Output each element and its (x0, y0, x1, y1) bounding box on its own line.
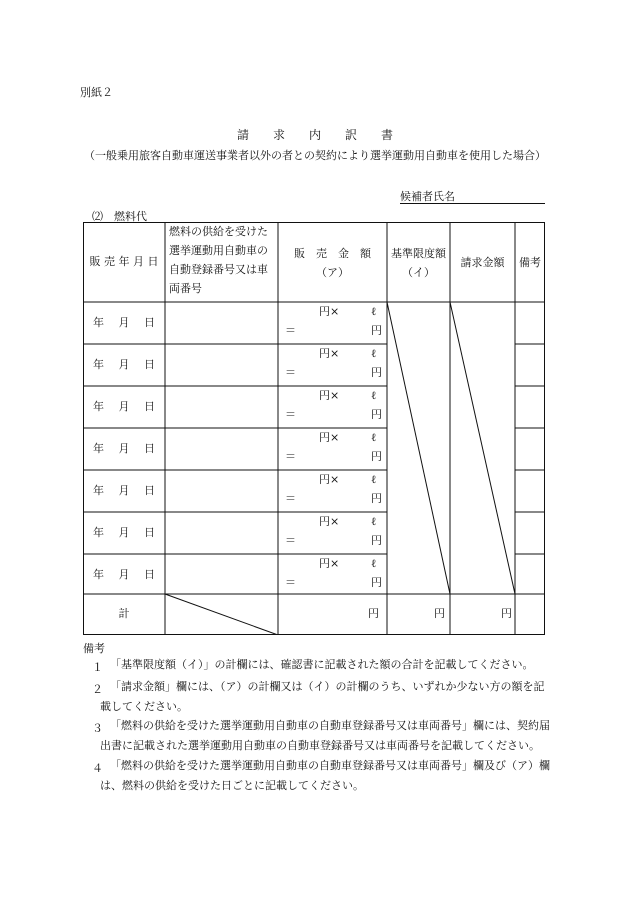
note-line: 載してください。 (100, 700, 188, 713)
row-price-yen: 円× (319, 347, 340, 360)
row-price-liter: ℓ (371, 473, 377, 486)
row-price-yen: 円× (319, 515, 340, 528)
row-price-equals: ＝ (285, 576, 296, 589)
row-price-liter: ℓ (371, 431, 377, 444)
row-date: 年 月 日 (93, 400, 155, 413)
note-number: ３ (92, 722, 103, 735)
header-date: 販 売 年 月 日 (89, 255, 159, 268)
row-price-total-yen: 円 (371, 324, 382, 337)
row-date: 年 月 日 (93, 442, 155, 455)
header-amount-line-2: （ア） (316, 266, 349, 279)
document-title: 請 求 内 訳 書 (236, 128, 393, 142)
header-limit (387, 244, 450, 282)
row-price-yen: 円× (319, 305, 340, 318)
row-price-liter: ℓ (371, 305, 377, 318)
total-amount-yen: 円 (368, 607, 379, 620)
note-line: 「基準限度額（イ）」の計欄には、確認書に記載された額の合計を記載してください。 (110, 658, 534, 671)
row-price-liter: ℓ (371, 557, 377, 570)
note-line: 出書に記載された選挙運動用自動車の自動車登録番号又は車両番号を記載してください。 (100, 739, 540, 752)
note-line: は、燃料の供給を受けた日ごとに記載してください。 (100, 779, 364, 792)
row-price-yen: 円× (319, 557, 340, 570)
total-label: 計 (118, 607, 130, 620)
header-claim: 請求金額 (460, 256, 505, 269)
note-line: 「請求金額」欄には、（ア）の計欄又は（イ）の計欄のうち、いずれか少ない方の額を記 (110, 680, 545, 693)
header-amount-line-1: 販 売 金 額 (294, 247, 371, 260)
row-price-liter: ℓ (371, 515, 377, 528)
attachment-label: 別紙２ (80, 86, 113, 99)
header-vehicle-line-2: 選挙運動用自動車の (169, 244, 268, 257)
row-price-equals: ＝ (285, 408, 296, 421)
header-vehicle-line-1: 燃料の供給を受けた (169, 225, 268, 238)
candidate-name-label: 候補者氏名 (400, 190, 455, 203)
row-price-yen: 円× (319, 431, 340, 444)
row-date: 年 月 日 (93, 568, 155, 581)
total-limit-yen: 円 (434, 607, 445, 620)
row-date: 年 月 日 (93, 484, 155, 497)
header-limit-line-1: 基準限度額 (391, 247, 446, 260)
row-date: 年 月 日 (93, 316, 155, 329)
row-price-total-yen: 円 (371, 408, 382, 421)
note-number: １ (92, 661, 103, 674)
note-line: 「燃料の供給を受けた選挙運動用自動車の自動車登録番号又は車両番号」欄には、契約届 (110, 719, 550, 732)
header-vehicle (169, 222, 279, 298)
notes-title: 備考 (83, 642, 105, 655)
row-price-equals: ＝ (285, 450, 296, 463)
row-price-liter: ℓ (371, 389, 377, 402)
header-limit-line-2: （イ） (402, 266, 435, 279)
section-label: ⑵ 燃料代 (92, 210, 147, 223)
row-price-yen: 円× (319, 389, 340, 402)
row-price-total-yen: 円 (371, 492, 382, 505)
row-price-equals: ＝ (285, 366, 296, 379)
header-vehicle-line-3: 自動登録番号又は車 (169, 263, 268, 276)
row-price-equals: ＝ (285, 324, 296, 337)
total-claim-yen: 円 (501, 607, 512, 620)
row-price-equals: ＝ (285, 492, 296, 505)
row-date: 年 月 日 (93, 358, 155, 371)
fuel-cost-table (83, 222, 545, 635)
header-vehicle-line-4: 両番号 (169, 282, 202, 295)
header-amount (278, 244, 387, 282)
row-price-total-yen: 円 (371, 576, 382, 589)
row-price-equals: ＝ (285, 534, 296, 547)
row-price-total-yen: 円 (371, 366, 382, 379)
row-price-total-yen: 円 (371, 450, 382, 463)
row-date: 年 月 日 (93, 526, 155, 539)
document-subtitle: （一般乗用旅客自動車運送事業者以外の者との契約により選挙運動用自動車を使用した場合） (84, 149, 546, 162)
row-price-total-yen: 円 (371, 534, 382, 547)
header-remarks: 備考 (519, 256, 541, 269)
row-price-liter: ℓ (371, 347, 377, 360)
note-number: ４ (92, 762, 103, 775)
candidate-name-line (400, 203, 545, 204)
note-line: 「燃料の供給を受けた選挙運動用自動車の自動車登録番号又は車両番号」欄及び（ア）欄 (110, 759, 550, 772)
row-price-yen: 円× (319, 473, 340, 486)
note-number: ２ (92, 683, 103, 696)
